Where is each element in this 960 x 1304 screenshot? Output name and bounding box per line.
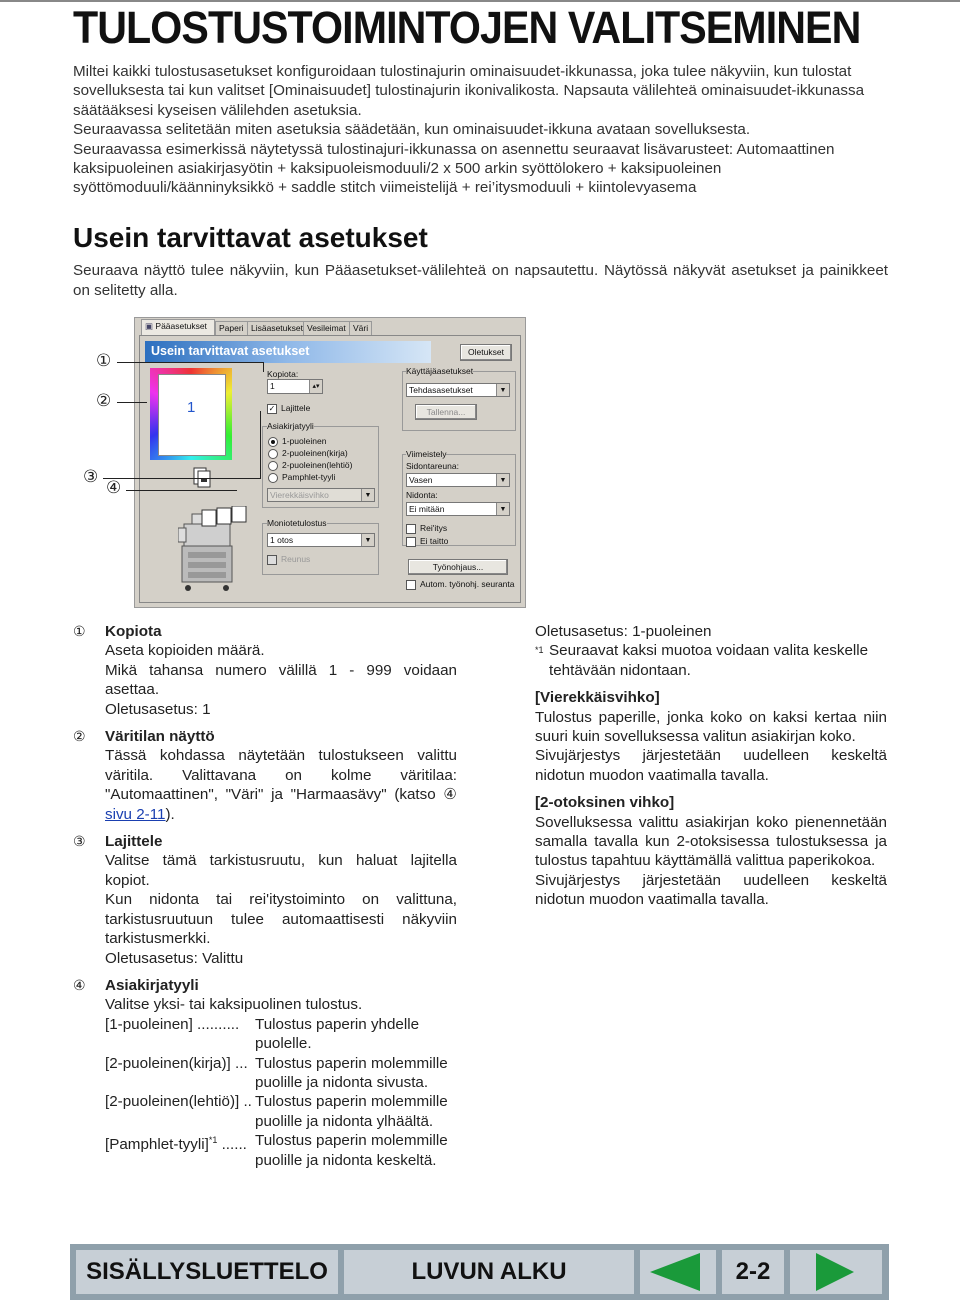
chevron-down-icon[interactable]: ▼	[496, 384, 509, 396]
tab-vari[interactable]: Väri	[349, 321, 372, 335]
viimeistely-label: Viimeistely	[406, 449, 447, 459]
item-title: Kopiota	[105, 623, 162, 640]
callout-2: ②	[96, 391, 112, 410]
next-page-button[interactable]	[790, 1250, 882, 1294]
item-text: ).	[165, 805, 175, 823]
definition-row: [2-puoleinen(lehtiö)] .. Tulostus paperin molemmille puolille ja nidonta ylhäältä.	[105, 1093, 448, 1130]
radio-1-puoleinen[interactable]	[268, 437, 278, 447]
callout-2-line	[117, 402, 147, 403]
item-number: ④	[73, 976, 86, 993]
radio-label-2-puoleinen-kirja: 2-puoleinen(kirja)	[282, 448, 348, 458]
paragraph: Sivujärjestys järjestetään uudelleen keskeltä nidotun muodon vaatimalla tavalla.	[535, 747, 887, 784]
reunus-checkbox[interactable]	[267, 555, 277, 565]
toc-button[interactable]: SISÄLLYSLUETTELO	[76, 1250, 338, 1294]
right-column	[535, 622, 887, 910]
item-text: Aseta kopioiden määrä.	[105, 642, 265, 660]
tab-vesileimat[interactable]: Vesileimat	[303, 321, 350, 335]
dialog-banner: Usein tarvittavat asetukset	[145, 341, 431, 363]
item-text: Tässä kohdassa näytetään tulostukseen valittu väritila. Valittavana on kolme väritilaa: "Automaattinen", "Väri" ja "Harmaasävy" (katso ④	[105, 747, 457, 804]
item-title: Väritilan näyttö	[105, 728, 215, 746]
kayttajaasetukset-select[interactable]: Tehdasasetukset ▼	[406, 383, 510, 397]
vierekkais-select[interactable]: Vierekkäisvihko ▼	[267, 488, 375, 502]
chevron-down-icon[interactable]: ▼	[496, 474, 509, 486]
reunus-label: Reunus	[281, 554, 311, 564]
subheading-2-otoksinen: [2-otoksinen vihko]	[535, 794, 675, 812]
tab-paperi[interactable]: Paperi	[215, 321, 248, 335]
seuranta-label: Autom. työnohj. seuranta	[420, 579, 515, 589]
callout-3: ③	[83, 467, 99, 486]
radio-2-puoleinen-kirja[interactable]	[268, 449, 278, 459]
color-mode-preview	[150, 368, 232, 460]
arrow-left-icon	[650, 1253, 700, 1291]
booklet-icon	[200, 506, 250, 528]
chevron-down-icon[interactable]: ▼	[361, 489, 374, 501]
item-text: Oletusasetus: Valittu	[105, 949, 244, 967]
item-text: Valitse tämä tarkistusruutu, kun haluat lajitella kopiot.	[105, 852, 457, 889]
definition-row: [2-puoleinen(kirja)] ... Tulostus paperin molemmille puolille ja nidonta sivusta.	[105, 1054, 448, 1091]
item-number: ③	[73, 833, 86, 850]
kopiota-input[interactable]: 1 ▴▾	[267, 379, 323, 394]
radio-label-2-puoleinen-lehtio: 2-puoleinen(lehtiö)	[282, 460, 353, 470]
item-asiakirjatyyli	[73, 976, 457, 1170]
intro-paragraph-3: Seuraavassa esimerkissä näytetyssä tulostinajuri-ikkunassa on asennettu seuraavat lisävarusteet: Automaattinen kaksipuoleinen asiakirjasyötin + kaksipuoleismoduuli/2 x 500 arkin syöttölokero + kaksipuoleinen syöttömoduuli/käänninyksikkö + saddle stitch viimeistelijä + rei’itysmoduuli + kiintolevyasema	[73, 140, 835, 197]
spinner-icon[interactable]: ▴▾	[309, 380, 322, 393]
left-column	[73, 622, 457, 1170]
kayttajaasetukset-label: Käyttäjäasetukset	[406, 366, 474, 376]
asiakirjatyyli-label: Asiakirjatyyli	[267, 421, 314, 431]
item-text: Mikä tahansa numero välillä 1 - 999 voidaan asettaa.	[105, 661, 457, 699]
default-setting: Oletusasetus: 1-puoleinen	[535, 623, 712, 640]
tab-paaasetukset[interactable]: ▣ Pääasetukset	[141, 319, 215, 335]
page-title: TULOSTUSTOIMINTOJEN VALITSEMINEN	[73, 2, 861, 53]
item-text: Valitse yksi- tai kaksipuolinen tulostus.	[105, 996, 363, 1014]
callout-1: ①	[96, 351, 112, 370]
reititys-checkbox[interactable]	[406, 524, 416, 534]
footer-nav	[70, 1244, 889, 1300]
paragraph: Sovelluksessa valittu asiakirjan koko pienennetään samalla tavalla kun 2-otoksisessa tulostuksessa ja tulostus tapahtuu käyttämällä valittua paperikokoa.	[535, 813, 887, 870]
radio-label-pamphlet: Pamphlet-tyyli	[282, 472, 336, 482]
prev-page-button[interactable]	[640, 1250, 716, 1294]
definition-row: [Pamphlet-tyyli]$^{*1}$ ...... Tulostus paperin molemmille puolille ja nidonta keskeltä.	[105, 1132, 448, 1169]
tyonohjaus-button[interactable]: Työnohjaus...	[408, 559, 508, 575]
nidonta-select[interactable]: Ei mitään ▼	[406, 502, 510, 516]
callout-1-line	[117, 362, 263, 363]
chapter-start-button[interactable]: LUVUN ALKU	[344, 1250, 634, 1294]
callout-4-line	[126, 490, 236, 491]
tallenna-button[interactable]: Tallenna...	[415, 404, 477, 420]
sidontareuna-label: Sidontareuna:	[406, 461, 459, 471]
section-title: Usein tarvittavat asetukset	[73, 222, 428, 253]
intro-paragraph-2: Seuraavassa selitetään miten asetuksia säädetään, kun ominaisuudet-ikkuna avataan sovelluksesta.	[73, 121, 751, 139]
callout-4: ④	[106, 478, 122, 497]
item-text: Kun nidonta tai rei'itystoiminto on valittuna, tarkistusruutuun tulee automaattisesti näkyviin tarkistusmerkki.	[105, 891, 457, 948]
taitto-checkbox[interactable]	[406, 537, 416, 547]
item-text: Oletusasetus: 1	[105, 700, 211, 718]
footnote: *1 Seuraavat kaksi muotoa voidaan valita keskelle tehtävään nidontaan.	[535, 642, 869, 679]
oletukset-button[interactable]: Oletukset	[460, 344, 512, 361]
item-kopiota	[73, 622, 457, 719]
item-varitila	[73, 727, 457, 824]
nidonta-label: Nidonta:	[406, 490, 438, 500]
item-number: ②	[73, 728, 86, 745]
item-title: Asiakirjatyyli	[105, 976, 199, 994]
item-title: Lajittele	[105, 833, 163, 851]
chevron-down-icon[interactable]: ▼	[496, 503, 509, 515]
moniotetulostus-label: Moniotetulostus	[267, 518, 327, 528]
chevron-down-icon[interactable]: ▼	[361, 534, 374, 546]
sidontareuna-select[interactable]: Vasen ▼	[406, 473, 510, 487]
section-lead: Seuraava näyttö tulee näkyviin, kun Pääasetukset-välilehteä on napsautettu. Näytössä näkyvät asetukset ja painikkeet on selitetty alla.	[73, 262, 888, 299]
reititys-label: Rei'itys	[420, 523, 448, 533]
paragraph: Sivujärjestys järjestetään uudelleen keskeltä nidotun muodon vaatimalla tavalla.	[535, 871, 887, 909]
lajittele-label: Lajittele	[281, 403, 311, 413]
callout-3-line	[103, 478, 260, 479]
radio-label-1-puoleinen: 1-puoleinen	[282, 436, 327, 446]
page-number: 2-2	[722, 1250, 784, 1294]
tab-lisaasetukset[interactable]: Lisäasetukset	[247, 321, 307, 335]
intro-text	[73, 62, 888, 198]
lajittele-checkbox[interactable]: ✓	[268, 404, 276, 413]
subheading-vierekkaisvihko: [Vierekkäisvihko]	[535, 689, 660, 707]
item-lajittele	[73, 832, 457, 968]
radio-pamphlet[interactable]	[268, 473, 278, 483]
kayttajaasetukset-group	[402, 371, 516, 431]
driver-dialog-screenshot	[134, 317, 526, 608]
kopiota-label: Kopiota:	[267, 369, 299, 379]
moniotetulostus-select[interactable]: 1 otos ▼	[267, 533, 375, 547]
taitto-label: Ei taitto	[420, 536, 449, 546]
paragraph: Tulostus paperille, jonka koko on kaksi kertaa niin suuri kuin sovelluksessa valitun asiakirjan koko.	[535, 708, 887, 746]
arrow-right-icon	[816, 1253, 854, 1291]
seuranta-checkbox[interactable]	[406, 580, 416, 590]
moniotetulostus-group	[262, 523, 379, 575]
dialog-panel	[139, 335, 521, 603]
intro-paragraph-1: Miltei kaikki tulostusasetukset konfiguroidaan tulostinajurin ominaisuudet-ikkunassa, joka tulee näkyviin, kun tulostat sovelluksesta tai kun valitset [Ominaisuudet] tulostinajurin ikonivalikosta. Napsauta välilehteä ominaisuudet-ikkunassa säätääksesi kyseisen välilehden asetuksia.	[73, 63, 865, 119]
preview-number: 1	[187, 399, 196, 416]
page-link[interactable]: sivu 2-11	[105, 805, 166, 823]
radio-2-puoleinen-lehtio[interactable]	[268, 461, 278, 471]
definition-row: [1-puoleinen] .......... Tulostus paperin yhdelle puolelle.	[105, 1015, 420, 1053]
item-number: ①	[73, 623, 86, 639]
